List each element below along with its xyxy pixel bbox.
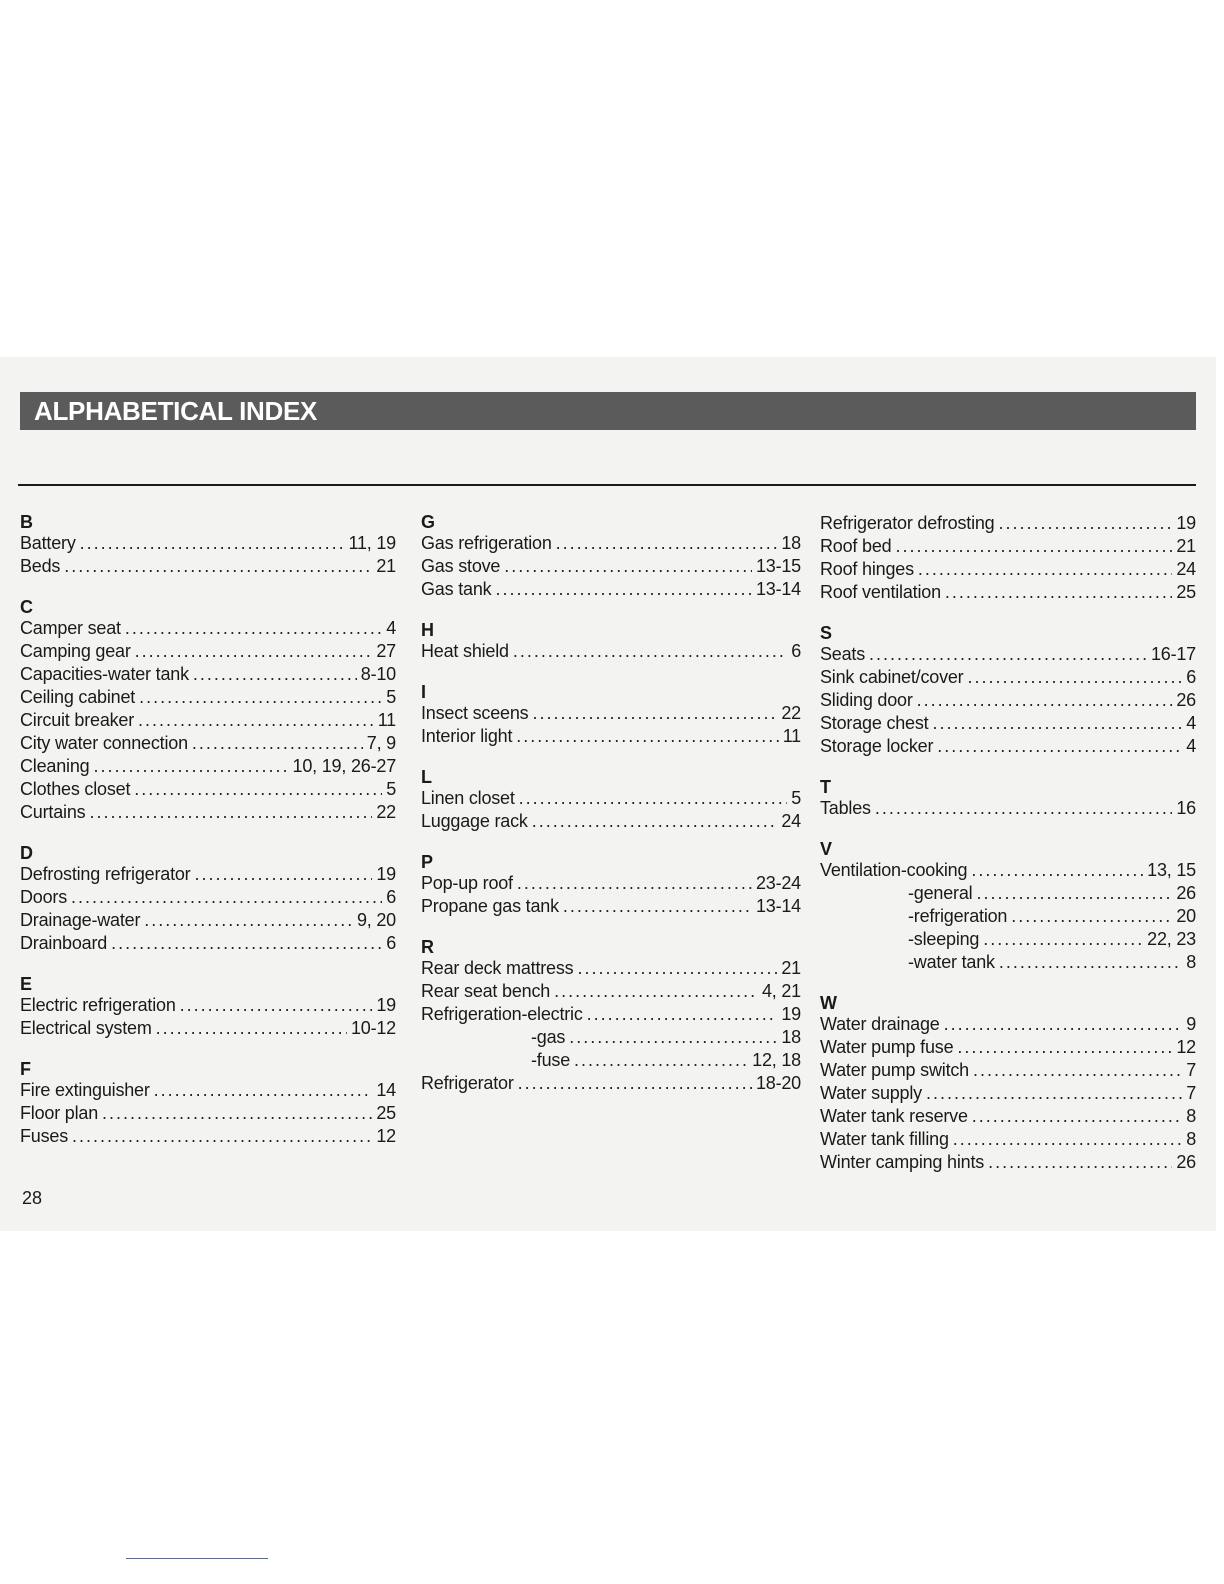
entry-page: 27 <box>376 641 396 661</box>
entry-label: Roof hinges <box>820 559 914 579</box>
leader-dots <box>138 709 374 732</box>
entry-page: 5 <box>791 788 801 808</box>
bottom-rule <box>126 1558 268 1559</box>
entry-page: 4 <box>1186 713 1196 733</box>
entry-label: Pop-up roof <box>421 873 513 893</box>
index-entry <box>20 1017 396 1040</box>
entry-label: Capacities-water tank <box>20 664 189 684</box>
entry-label: Drainboard <box>20 933 108 953</box>
section-gap <box>20 824 396 843</box>
section-letter: D <box>20 843 33 863</box>
entry-label: Winter camping hints <box>820 1152 985 1172</box>
index-entry <box>20 755 396 778</box>
leader-dots <box>953 1128 1182 1151</box>
index-entry <box>820 1013 1196 1036</box>
leader-dots <box>64 555 372 578</box>
index-entry <box>820 1151 1196 1174</box>
index-entry <box>20 886 396 909</box>
entry-label: Refrigeration-electric <box>421 1004 583 1024</box>
index-entry <box>820 1059 1196 1082</box>
leader-dots <box>556 532 778 555</box>
entry-page: 7, 9 <box>366 733 396 753</box>
index-entry <box>20 709 396 732</box>
leader-dots <box>944 1013 1183 1036</box>
entry-label: Tables <box>820 798 871 818</box>
title-bar <box>20 392 1196 430</box>
entry-page: 12 <box>376 1126 396 1146</box>
section-letter: W <box>820 993 837 1013</box>
index-entry <box>421 1003 801 1026</box>
entry-page: 16 <box>1176 798 1196 818</box>
leader-dots <box>72 1125 372 1148</box>
leader-dots <box>999 512 1173 535</box>
index-entry <box>20 1102 396 1125</box>
entry-label: Curtains <box>20 802 86 822</box>
entry-page: 25 <box>376 1103 396 1123</box>
index-entry <box>20 532 396 555</box>
section-letter: P <box>421 852 434 872</box>
entry-label: Gas tank <box>421 579 492 599</box>
section-gap <box>421 918 801 937</box>
entry-page: 6 <box>386 887 396 907</box>
index-entry <box>820 512 1196 535</box>
entry-page: 16-17 <box>1150 644 1196 664</box>
section-gap <box>20 578 396 597</box>
section-letter: G <box>421 512 436 532</box>
entry-label: Electric refrigeration <box>20 995 176 1015</box>
index-entry <box>820 643 1196 666</box>
entry-label: Camper seat <box>20 618 121 638</box>
section-gap <box>20 1040 396 1059</box>
leader-dots <box>926 1082 1182 1105</box>
leader-dots <box>154 1079 373 1102</box>
entry-page: 11, 19 <box>348 533 396 553</box>
index-entry <box>820 1128 1196 1151</box>
index-entry <box>421 578 801 601</box>
entry-label: Drainage-water <box>20 910 141 930</box>
leader-dots <box>495 578 752 601</box>
section-letter: V <box>820 839 833 859</box>
leader-dots <box>194 863 372 886</box>
entry-label: -refrigeration <box>908 906 1008 926</box>
section-letter: C <box>20 597 33 617</box>
index-entry <box>20 663 396 686</box>
entry-page: 11 <box>782 726 801 746</box>
divider <box>18 484 1196 486</box>
section-gap <box>421 601 801 620</box>
entry-page: 7 <box>1186 1083 1196 1103</box>
section-gap <box>421 663 801 682</box>
leader-dots <box>513 640 787 663</box>
entry-page: 4 <box>1186 736 1196 756</box>
leader-dots <box>932 712 1182 735</box>
section-gap <box>421 748 801 767</box>
index-entry <box>20 801 396 824</box>
leader-dots <box>193 663 357 686</box>
index-entry <box>20 1079 396 1102</box>
entry-label: Water pump switch <box>820 1060 969 1080</box>
index-entry <box>820 882 1196 905</box>
leader-dots <box>988 1151 1172 1174</box>
entry-page: 18-20 <box>755 1073 801 1093</box>
leader-dots <box>111 932 382 955</box>
index-entry <box>421 980 801 1003</box>
leader-dots <box>139 686 382 709</box>
leader-dots <box>945 581 1172 604</box>
section-letter: H <box>421 620 434 640</box>
index-entry <box>20 555 396 578</box>
index-column-1 <box>20 512 396 1148</box>
entry-label: Water supply <box>820 1083 922 1103</box>
leader-dots <box>971 859 1143 882</box>
leader-dots <box>569 1026 777 1049</box>
index-entry <box>421 1026 801 1049</box>
leader-dots <box>71 886 382 909</box>
index-entry <box>421 532 801 555</box>
leader-dots <box>180 994 373 1017</box>
leader-dots <box>937 735 1182 758</box>
section-letter: T <box>820 777 831 797</box>
index-entry <box>820 735 1196 758</box>
index-entry <box>820 1082 1196 1105</box>
leader-dots <box>80 532 345 555</box>
entry-page: 19 <box>376 864 396 884</box>
entry-label: Luggage rack <box>421 811 528 831</box>
entry-page: 12 <box>1176 1037 1196 1057</box>
entry-label: Beds <box>20 556 61 576</box>
index-entry <box>820 1105 1196 1128</box>
leader-dots <box>519 787 788 810</box>
leader-dots <box>869 643 1147 666</box>
scan-edge <box>1216 357 1224 1231</box>
entry-label: Ceiling cabinet <box>20 687 136 707</box>
entry-page: 26 <box>1176 690 1196 710</box>
entry-page: 22 <box>781 703 801 723</box>
entry-page: 19 <box>1176 513 1196 533</box>
entry-label: Propane gas tank <box>421 896 559 916</box>
entry-label: Refrigerator defrosting <box>820 513 995 533</box>
entry-page: 18 <box>781 533 801 553</box>
index-entry <box>820 712 1196 735</box>
entry-page: 21 <box>781 958 801 978</box>
leader-dots <box>973 1059 1182 1082</box>
leader-dots <box>125 617 382 640</box>
leader-dots <box>972 1105 1182 1128</box>
index-entry <box>820 1036 1196 1059</box>
leader-dots <box>156 1017 347 1040</box>
entry-label: Defrosting refrigerator <box>20 864 191 884</box>
leader-dots <box>1011 905 1172 928</box>
index-entry <box>421 957 801 980</box>
leader-dots <box>532 702 777 725</box>
entry-label: Interior light <box>421 726 513 746</box>
entry-page: 5 <box>386 687 396 707</box>
entry-label: Seats <box>820 644 866 664</box>
leader-dots <box>918 558 1173 581</box>
entry-label: Storage chest <box>820 713 929 733</box>
index-entry <box>421 555 801 578</box>
entry-page: 10, 19, 26-27 <box>292 756 396 776</box>
leader-dots <box>144 909 353 932</box>
entry-page: 19 <box>376 995 396 1015</box>
entry-page: 20 <box>1176 906 1196 926</box>
entry-page: 8 <box>1186 1106 1196 1126</box>
index-entry <box>820 951 1196 974</box>
entry-page: 22, 23 <box>1147 929 1196 949</box>
entry-label: Water pump fuse <box>820 1037 954 1057</box>
section-gap <box>820 974 1196 993</box>
leader-dots <box>532 810 778 833</box>
entry-page: 21 <box>1176 536 1196 556</box>
entry-label: -gas <box>531 1027 566 1047</box>
entry-page: 21 <box>376 556 396 576</box>
leader-dots <box>517 872 752 895</box>
entry-label: Camping gear <box>20 641 131 661</box>
index-entry <box>20 1125 396 1148</box>
entry-label: Storage locker <box>820 736 934 756</box>
entry-page: 22 <box>376 802 396 822</box>
entry-page: 13-15 <box>755 556 801 576</box>
index-entry <box>820 558 1196 581</box>
entry-page: 13-14 <box>755 896 801 916</box>
entry-label: Floor plan <box>20 1103 99 1123</box>
leader-dots <box>135 640 373 663</box>
entry-page: 24 <box>781 811 801 831</box>
entry-label: Fuses <box>20 1126 69 1146</box>
entry-page: 5 <box>386 779 396 799</box>
index-entry <box>20 617 396 640</box>
index-entry <box>20 994 396 1017</box>
page-number: 28 <box>22 1188 43 1208</box>
leader-dots <box>577 957 777 980</box>
entry-label: Linen closet <box>421 788 515 808</box>
entry-page: 26 <box>1176 883 1196 903</box>
leader-dots <box>192 732 363 755</box>
index-column-2 <box>421 512 801 1095</box>
section-gap <box>820 758 1196 777</box>
index-column-3 <box>820 512 1196 1174</box>
index-entry <box>820 797 1196 820</box>
index-entry <box>20 932 396 955</box>
index-entry <box>20 778 396 801</box>
section-letter: L <box>421 767 432 787</box>
leader-dots <box>957 1036 1172 1059</box>
leader-dots <box>574 1049 748 1072</box>
entry-label: Heat shield <box>421 641 509 661</box>
entry-page: 8 <box>1186 1129 1196 1149</box>
section-gap <box>820 820 1196 839</box>
entry-label: Water tank filling <box>820 1129 949 1149</box>
section-letter: F <box>20 1059 31 1079</box>
leader-dots <box>976 882 1172 905</box>
leader-dots <box>999 951 1182 974</box>
entry-page: 24 <box>1176 559 1196 579</box>
entry-page: 23-24 <box>755 873 801 893</box>
entry-label: Water drainage <box>820 1014 940 1034</box>
index-entry <box>20 732 396 755</box>
entry-page: 14 <box>376 1080 396 1100</box>
index-entry <box>421 1049 801 1072</box>
index-entry <box>20 909 396 932</box>
entry-label: Doors <box>20 887 68 907</box>
entry-label: Water tank reserve <box>820 1106 968 1126</box>
entry-page: 25 <box>1176 582 1196 602</box>
leader-dots <box>554 980 758 1003</box>
entry-page: 9 <box>1186 1014 1196 1034</box>
entry-label: Cleaning <box>20 756 90 776</box>
entry-label: Refrigerator <box>421 1073 514 1093</box>
index-entry <box>20 863 396 886</box>
entry-page: 9, 20 <box>356 910 396 930</box>
entry-label: -general <box>908 883 973 903</box>
leader-dots <box>518 1072 752 1095</box>
entry-label: Insect sceens <box>421 703 529 723</box>
entry-label: Gas stove <box>421 556 501 576</box>
index-entry <box>421 787 801 810</box>
entry-page: 26 <box>1176 1152 1196 1172</box>
entry-label: -water tank <box>908 952 995 972</box>
leader-dots <box>89 801 372 824</box>
index-entry <box>820 859 1196 882</box>
entry-page: 12, 18 <box>752 1050 801 1070</box>
index-entry <box>820 689 1196 712</box>
leader-dots <box>102 1102 372 1125</box>
entry-page: 13, 15 <box>1147 860 1196 880</box>
entry-label: -fuse <box>531 1050 571 1070</box>
entry-label: Sink cabinet/cover <box>820 667 964 687</box>
entry-label: City water connection <box>20 733 188 753</box>
section-letter: R <box>421 937 434 957</box>
index-entry <box>421 1072 801 1095</box>
leader-dots <box>93 755 288 778</box>
entry-page: 13-14 <box>755 579 801 599</box>
entry-label: Roof bed <box>820 536 892 556</box>
index-entry <box>20 686 396 709</box>
index-entry <box>820 905 1196 928</box>
entry-page: 6 <box>386 933 396 953</box>
index-entry <box>820 666 1196 689</box>
leader-dots <box>967 666 1182 689</box>
entry-page: 19 <box>781 1004 801 1024</box>
entry-page: 11 <box>377 710 396 730</box>
section-letter: B <box>20 512 33 532</box>
entry-label: Circuit breaker <box>20 710 135 730</box>
entry-page: 4, 21 <box>761 981 801 1001</box>
section-gap <box>820 604 1196 623</box>
entry-label: Clothes closet <box>20 779 131 799</box>
entry-page: 4 <box>386 618 396 638</box>
entry-label: Rear seat bench <box>421 981 551 1001</box>
entry-label: Roof ventilation <box>820 582 941 602</box>
leader-dots <box>875 797 1173 820</box>
leader-dots <box>134 778 382 801</box>
entry-page: 8-10 <box>360 664 396 684</box>
index-entry <box>421 810 801 833</box>
index-entry <box>421 725 801 748</box>
index-entry <box>820 928 1196 951</box>
leader-dots <box>516 725 778 748</box>
entry-page: 6 <box>791 641 801 661</box>
entry-page: 10-12 <box>350 1018 396 1038</box>
leader-dots <box>563 895 752 918</box>
index-entry <box>20 640 396 663</box>
index-entry <box>421 895 801 918</box>
section-gap <box>20 955 396 974</box>
entry-page: 6 <box>1186 667 1196 687</box>
index-entry <box>421 702 801 725</box>
entry-label: Fire extinguisher <box>20 1080 150 1100</box>
entry-label: Sliding door <box>820 690 913 710</box>
section-letter: I <box>421 682 427 702</box>
section-letter: E <box>20 974 33 994</box>
section-letter: S <box>820 623 833 643</box>
index-entry <box>421 640 801 663</box>
section-gap <box>421 833 801 852</box>
leader-dots <box>983 928 1143 951</box>
leader-dots <box>504 555 752 578</box>
index-entry <box>820 535 1196 558</box>
entry-page: 7 <box>1186 1060 1196 1080</box>
entry-label: Rear deck mattress <box>421 958 574 978</box>
entry-label: Ventilation-cooking <box>820 860 968 880</box>
leader-dots <box>587 1003 778 1026</box>
index-entry <box>820 581 1196 604</box>
entry-page: 18 <box>781 1027 801 1047</box>
index-entry <box>421 872 801 895</box>
entry-label: Gas refrigeration <box>421 533 552 553</box>
leader-dots <box>895 535 1172 558</box>
leader-dots <box>917 689 1173 712</box>
entry-page: 8 <box>1186 952 1196 972</box>
entry-label: Electrical system <box>20 1018 152 1038</box>
entry-label: -sleeping <box>908 929 980 949</box>
entry-label: Battery <box>20 533 76 553</box>
page-title: ALPHABETICAL INDEX <box>34 395 318 426</box>
